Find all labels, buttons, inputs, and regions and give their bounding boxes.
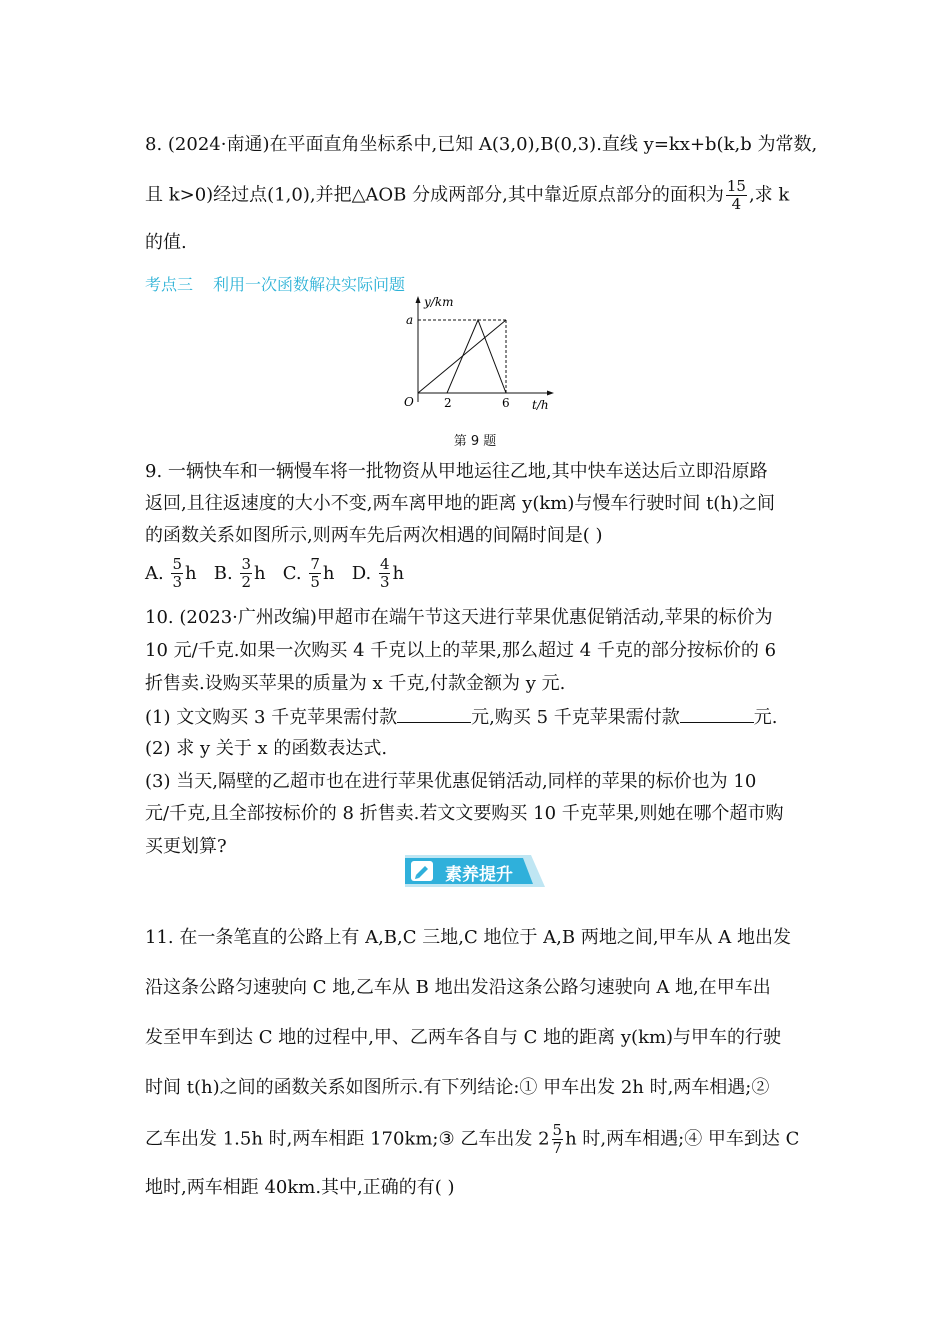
option-fraction (379, 556, 391, 591)
tick-2-label: 2 (444, 396, 452, 410)
q10-part-3-line-1: (3) 当天,隔壁的乙超市也在进行苹果优惠促销活动,同样的苹果的标价也为 10 (145, 771, 757, 792)
q10-line-1: 10. (2023·广州改编)甲超市在端午节这天进行苹果优惠促销活动,苹果的标价为 (145, 607, 773, 628)
fast-car-line (447, 320, 506, 393)
option-letter: C. (282, 562, 302, 584)
figure-9-caption: 第 9 题 (453, 434, 497, 449)
q11-line-5 (145, 1122, 799, 1157)
q11-line-6: 地时,两车相距 40km.其中,正确的有( ) (145, 1177, 455, 1198)
option-letter: D. (351, 562, 372, 584)
q9-line-2: 返回,且往返速度的大小不变,两车离甲地的距离 y(km)与慢车行驶时间 t(h)之间 (145, 493, 775, 514)
a-label: a (406, 313, 414, 327)
q11-line-1: 11. 在一条笔直的公路上有 A,B,C 三地,C 地位于 A,B 两地之间,甲车从 A 地出发 (145, 927, 792, 948)
option-fraction (240, 556, 252, 591)
frac-num: 5 (172, 555, 183, 573)
q9-option-b (213, 555, 266, 591)
q10-part-1-text-b: 元,购买 5 千克苹果需付款 (471, 707, 680, 728)
q9-line-1: 9. 一辆快车和一辆慢车将一批物资从甲地运往乙地,其中快车送达后立即沿原路 (145, 461, 768, 482)
q9-option-d (351, 555, 405, 591)
answer-blank-1[interactable] (397, 704, 471, 723)
section-label: 考点三 (145, 275, 194, 294)
x-axis-arrow (547, 391, 554, 396)
q8-line-2-text-b: ,求 k (748, 184, 790, 206)
option-unit: h (185, 562, 197, 584)
q11-line-3: 发至甲车到达 C 地的过程中,甲、乙两车各自与 C 地的距离 y(km)与甲车的行驶 (145, 1027, 782, 1048)
frac-den: 5 (310, 573, 320, 591)
option-unit: h (392, 562, 405, 584)
q8-frac-num: 15 (726, 177, 746, 195)
frac-den: 3 (172, 573, 183, 591)
q10-part-3-line-3: 买更划算? (145, 836, 227, 857)
frac-den: 3 (379, 573, 390, 591)
q8-line-2 (145, 178, 789, 213)
q11-fraction (552, 1122, 564, 1157)
q10-part-1 (145, 704, 777, 731)
q10-part-1-text-a: (1) 文文购买 3 千克苹果需付款 (145, 707, 398, 728)
q8-frac-den: 4 (731, 195, 742, 213)
frac-num: 5 (552, 1121, 563, 1139)
figure-9-graph (390, 292, 570, 422)
section-heading: 利用一次函数解决实际问题 (213, 275, 406, 294)
option-fraction (309, 556, 321, 591)
x-axis-label: t/h (532, 398, 549, 412)
frac-num: 7 (310, 555, 320, 573)
tick-6-label: 6 (502, 396, 510, 410)
option-unit: h (254, 562, 266, 584)
frac-den: 2 (241, 573, 252, 591)
option-letter: A. (145, 562, 164, 584)
q11-line-4: 时间 t(h)之间的函数关系如图所示.有下列结论:① 甲车出发 2h 时,两车相遇;② (145, 1077, 770, 1098)
origin-label: O (404, 395, 414, 409)
q10-line-2: 10 元/千克.如果一次购买 4 千克以上的苹果,那么超过 4 千克的部分按标价的 6 (145, 640, 777, 661)
badge-label: 素养提升 (445, 865, 513, 885)
q9-options (145, 556, 404, 591)
q11-line-5-text-b: h 时,两车相遇;④ 甲车到达 C (565, 1128, 800, 1150)
y-axis-label: y/km (424, 295, 454, 309)
y-axis-arrow (416, 296, 421, 303)
section-title (145, 272, 425, 295)
option-fraction (171, 556, 183, 591)
frac-num: 4 (379, 555, 390, 573)
q10-part-1-text-c: 元. (753, 707, 778, 728)
option-unit: h (322, 562, 335, 584)
q9-option-a (145, 555, 197, 591)
q11-line-2: 沿这条公路匀速驶向 C 地,乙车从 B 地出发沿这条公路匀速驶向 A 地,在甲车出 (145, 977, 771, 998)
q10-part-2: (2) 求 y 关于 x 的函数表达式. (145, 738, 388, 759)
q10-line-3: 折售卖.设购买苹果的质量为 x 千克,付款金额为 y 元. (145, 673, 566, 694)
section-badge (405, 855, 545, 887)
q9-line-3: 的函数关系如图所示,则两车先后两次相遇的间隔时间是( ) (145, 525, 603, 546)
option-letter: B. (213, 562, 233, 584)
q8-fraction (726, 178, 747, 213)
q8-line-2-text-a: 且 k>0)经过点(1,0),并把△AOB 分成两部分,其中靠近原点部分的面积为 (145, 184, 724, 206)
q9-option-c (282, 555, 335, 591)
q10-part-3-line-2: 元/千克,且全部按标价的 8 折售卖.若文文要购买 10 千克苹果,则她在哪个超市购 (145, 803, 784, 824)
frac-den: 7 (552, 1139, 563, 1157)
q11-line-5-text-a: 乙车出发 1.5h 时,两车相距 170km;③ 乙车出发 2 (145, 1128, 550, 1150)
frac-num: 3 (241, 555, 252, 573)
q8-line-3: 的值. (145, 232, 187, 253)
q8-line-1: 8. (2024·南通)在平面直角坐标系中,已知 A(3,0),B(0,3).直线 y=kx+b(k,b 为常数, (145, 134, 818, 155)
answer-blank-2[interactable] (680, 704, 754, 723)
